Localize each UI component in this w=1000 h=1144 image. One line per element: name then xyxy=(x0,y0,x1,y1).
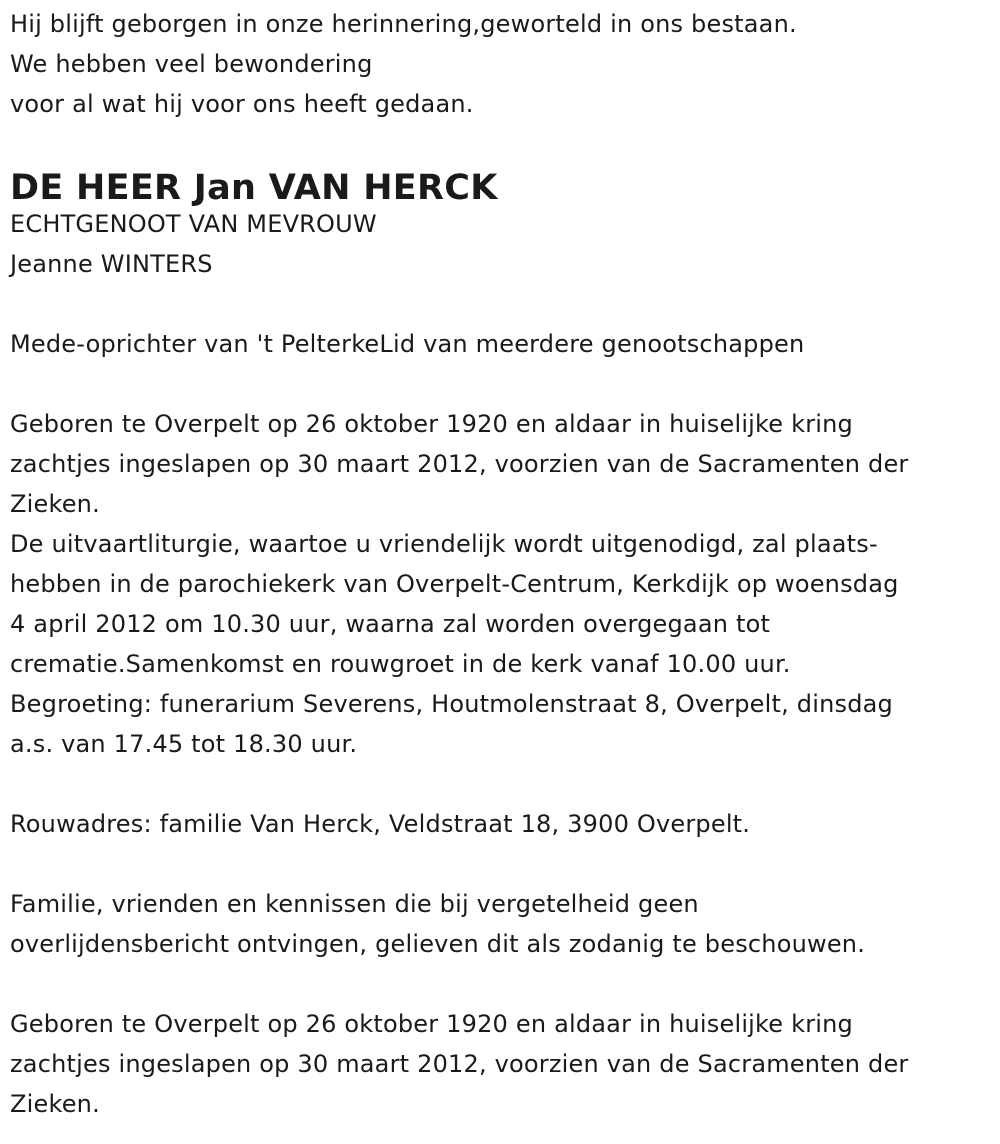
spacer xyxy=(10,124,995,164)
poem-line: We hebben veel bewondering xyxy=(10,50,373,78)
poem xyxy=(10,4,995,124)
details-line: 4 april 2012 om 10.30 uur, waarna zal worden overgegaan tot xyxy=(10,610,771,638)
spacer xyxy=(10,364,995,404)
details-line: zachtjes ingeslapen op 30 maart 2012, voorzien van de Sacramenten der xyxy=(10,450,909,478)
details-block xyxy=(10,404,995,764)
spacer xyxy=(10,764,995,804)
spouse-line: Jeanne WINTERS xyxy=(10,250,213,278)
obituary-document xyxy=(10,4,995,1124)
repeat-line: Zieken. xyxy=(10,1090,100,1118)
details-line: hebben in de parochiekerk van Overpelt-Centrum, Kerkdijk op woensdag xyxy=(10,570,899,598)
notice-line: Familie, vrienden en kennissen die bij vergetelheid geen xyxy=(10,890,699,918)
deceased-name: DE HEER Jan VAN HERCK xyxy=(10,168,498,208)
repeat-block xyxy=(10,1004,995,1124)
spouse-block xyxy=(10,204,995,284)
notice-block xyxy=(10,884,995,964)
details-line: Zieken. xyxy=(10,490,100,518)
address-line: Rouwadres: familie Van Herck, Veldstraat 18, 3900 Overpelt. xyxy=(10,810,751,838)
repeat-line: Geboren te Overpelt op 26 oktober 1920 en aldaar in huiselijke kring xyxy=(10,1010,853,1038)
details-line: crematie.Samenkomst en rouwgroet in de kerk vanaf 10.00 uur. xyxy=(10,650,791,678)
details-line: a.s. van 17.45 tot 18.30 uur. xyxy=(10,730,358,758)
spacer xyxy=(10,844,995,884)
poem-line: voor al wat hij voor ons heeft gedaan. xyxy=(10,90,474,118)
role-line: Mede-oprichter van 't PelterkeLid van meerdere genootschappen xyxy=(10,330,805,358)
notice-line: overlijdensbericht ontvingen, gelieven dit als zodanig te beschouwen. xyxy=(10,930,866,958)
spouse-line: ECHTGENOOT VAN MEVROUW xyxy=(10,210,377,238)
spacer xyxy=(10,964,995,1004)
poem-line: Hij blijft geborgen in onze herinnering,geworteld in ons bestaan. xyxy=(10,10,797,38)
spacer xyxy=(10,284,995,324)
details-line: De uitvaartliturgie, waartoe u vriendelijk wordt uitgenodigd, zal plaats- xyxy=(10,530,878,558)
details-line: Begroeting: funerarium Severens, Houtmolenstraat 8, Overpelt, dinsdag xyxy=(10,690,893,718)
repeat-line: zachtjes ingeslapen op 30 maart 2012, voorzien van de Sacramenten der xyxy=(10,1050,909,1078)
details-line: Geboren te Overpelt op 26 oktober 1920 en aldaar in huiselijke kring xyxy=(10,410,853,438)
